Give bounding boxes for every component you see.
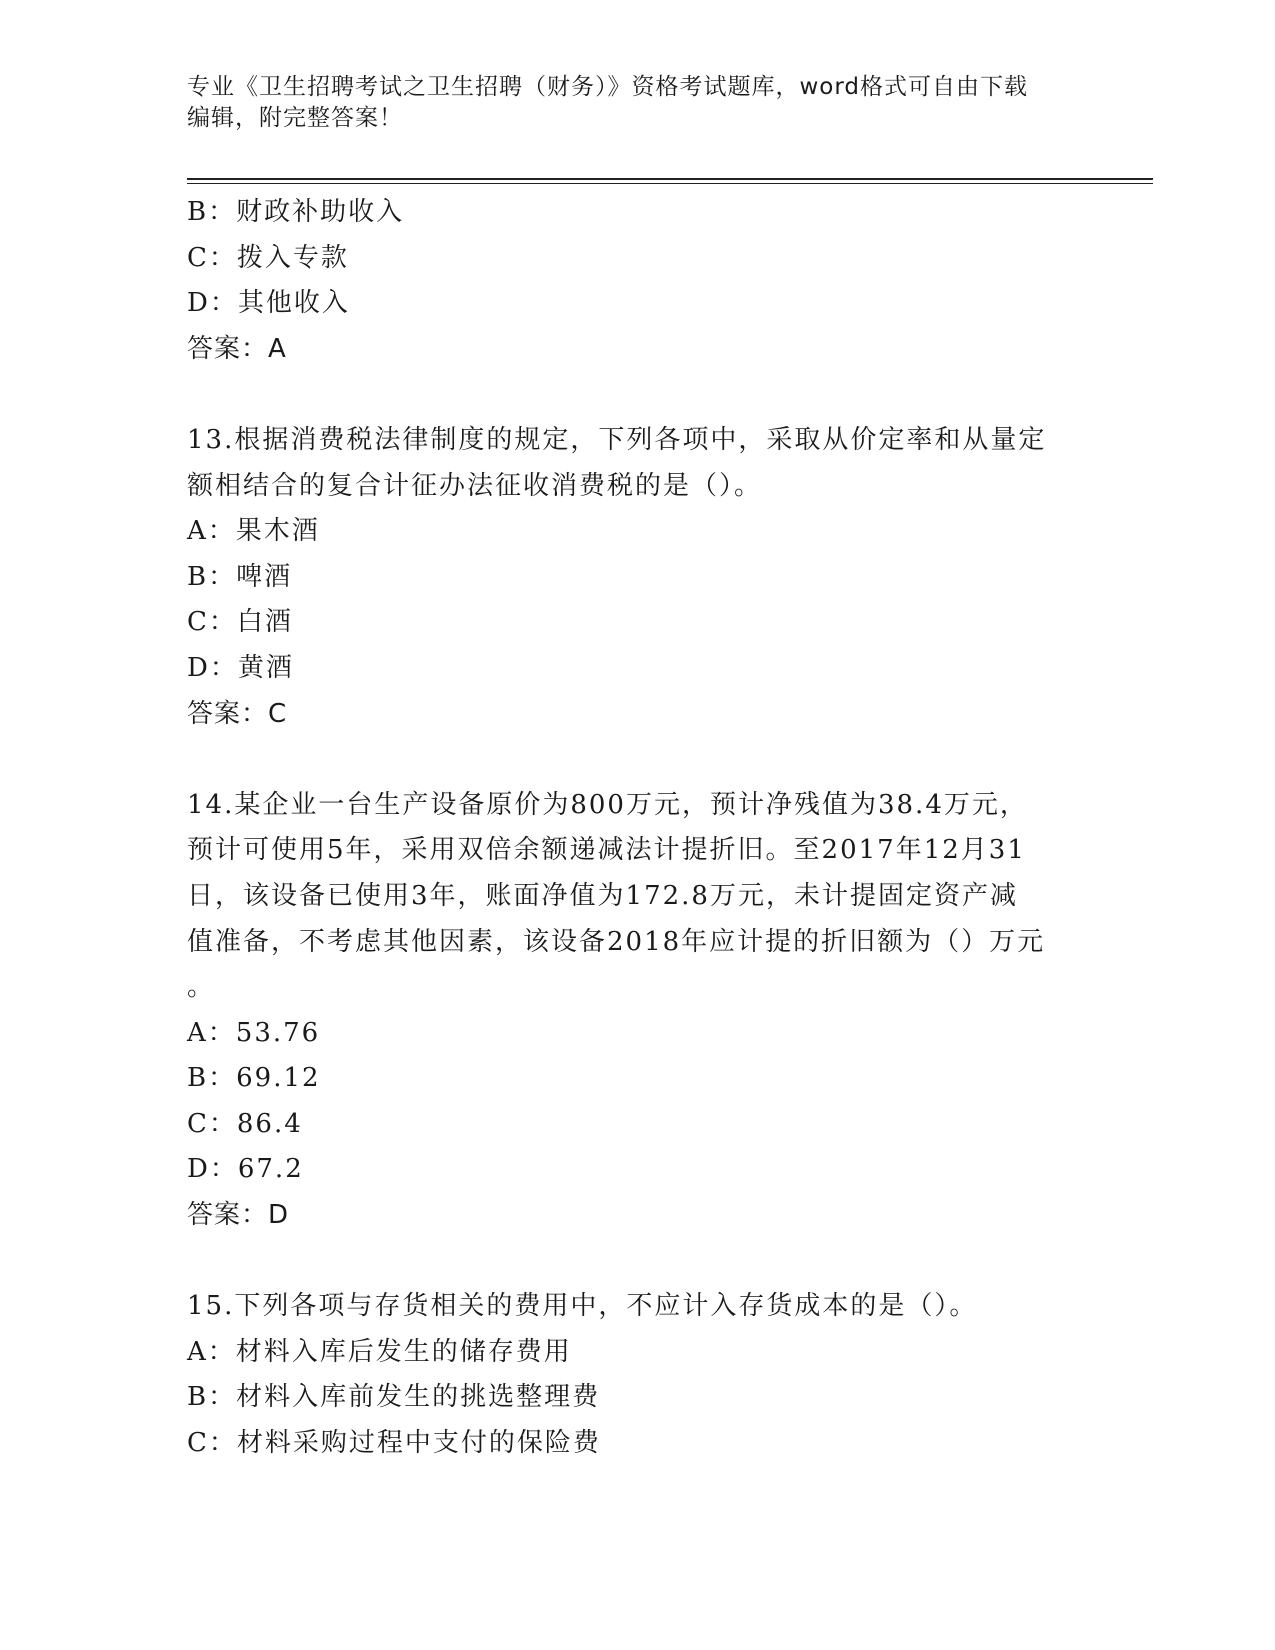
spacer [187,1239,1087,1285]
option-a: A：53.76 [187,1017,321,1048]
question-stem-line: 日，该设备已使用3年，账面净值为172.8万元，未计提固定资产减 [187,880,1018,911]
option-a: A：材料入库后发生的储存费用 [187,1336,572,1367]
option-d: D：其他收入 [187,288,350,319]
answer-line: 答案：C [187,698,288,729]
option-b: B：啤酒 [187,561,293,592]
question-content [187,190,1087,1467]
question-stem-line: 13.根据消费税法律制度的规定，下列各项中，采取从价定率和从量定 [187,424,1047,455]
option-b: B：69.12 [187,1063,321,1094]
option-c: C：材料采购过程中支付的保险费 [187,1428,601,1459]
option-b: B：材料入库前发生的挑选整理费 [187,1382,601,1413]
answer-line: 答案：A [187,333,287,364]
header-line-2: 编辑，附完整答案！ [187,105,403,131]
document-header [187,72,1067,134]
question-stem-line: 额相结合的复合计征办法征收消费税的是（）。 [187,470,763,501]
header-line-1: 专业《卫生招聘考试之卫生招聘（财务）》资格考试题库，word格式可自由下载 [187,74,1029,100]
question-15 [187,1284,1087,1466]
question-12 [187,190,1087,372]
question-14 [187,783,1087,1239]
option-b: B：财政补助收入 [187,197,405,227]
option-c: C：白酒 [187,607,293,638]
question-13 [187,418,1087,737]
option-a: A：果木酒 [187,516,320,547]
question-stem-line: 。 [187,972,216,1003]
header-rule-thick [187,178,1153,180]
answer-line: 答案：D [187,1200,290,1231]
question-stem-line: 15.下列各项与存货相关的费用中，不应计入存货成本的是（）。 [187,1291,978,1322]
question-stem-line: 14.某企业一台生产设备原价为800万元，预计净残值为38.4万元， [187,789,1028,820]
question-stem-line: 预计可使用5年，采用双倍余额递减法计提折旧。至2017年12月31 [187,835,1026,866]
spacer [187,372,1087,418]
option-c: C：86.4 [187,1108,303,1139]
question-stem-line: 值准备，不考虑其他因素，该设备2018年应计提的折旧额为（）万元 [187,926,1046,957]
option-c: C：拨入专款 [187,242,349,273]
header-rule-thin [187,183,1153,184]
spacer [187,737,1087,783]
option-d: D：67.2 [187,1154,304,1185]
option-d: D：黄酒 [187,652,294,683]
